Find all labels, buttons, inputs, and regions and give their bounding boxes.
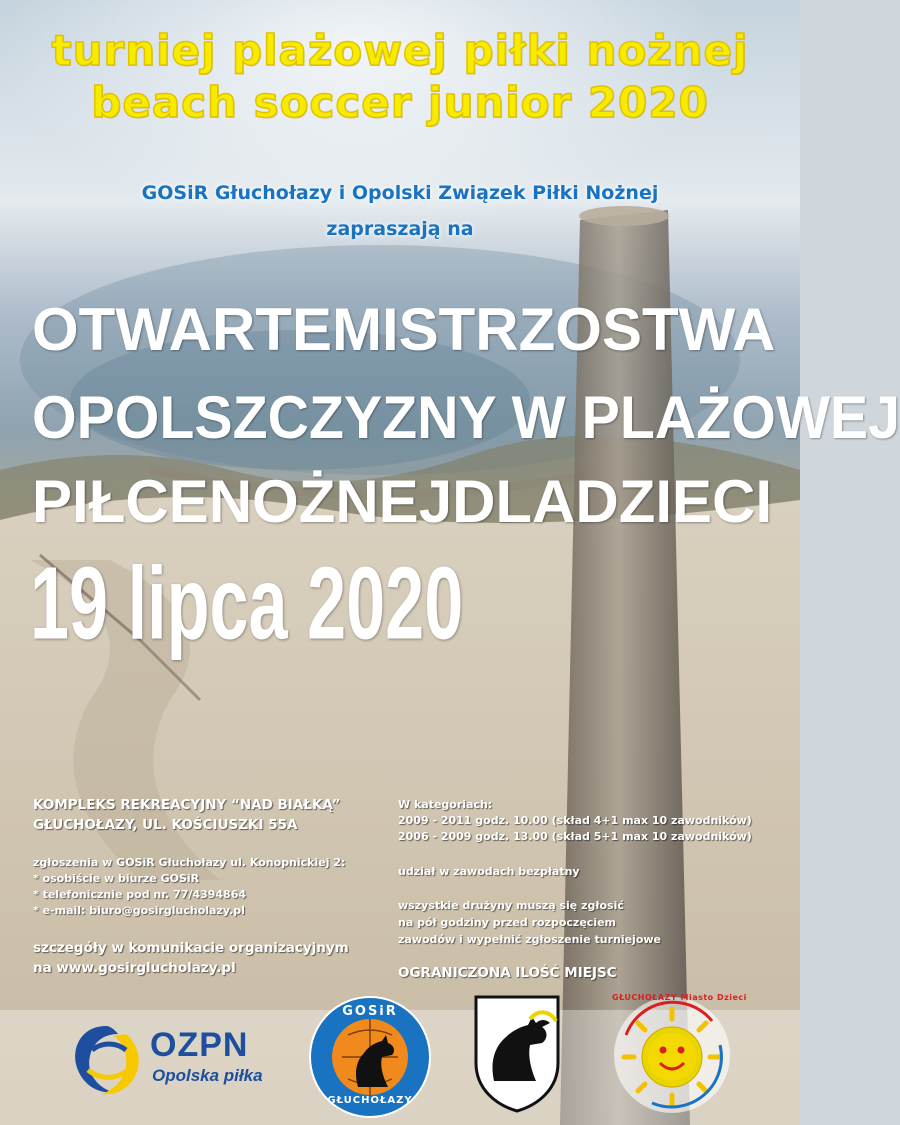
teams-note-line: na pół godziny przed rozpoczęciem bbox=[398, 916, 617, 929]
gosir-logo-bottom-text: GŁUCHOŁAZY bbox=[327, 1095, 413, 1106]
ozpn-emblem-icon bbox=[66, 1020, 146, 1100]
tournament-title-en: beach soccer junior 2020 bbox=[91, 78, 709, 127]
venue-address: GŁUCHOŁAZY, UL. KOŚCIUSZKI 55A bbox=[33, 817, 298, 833]
headline-word: DLA bbox=[452, 468, 576, 535]
gosir-logo-top-text: GOSiR bbox=[342, 1004, 398, 1019]
registration-item: * e-mail: biuro@gosirglucholazy.pl bbox=[33, 904, 245, 917]
teams-note-line: wszystkie drużyny muszą się zgłosić bbox=[398, 899, 624, 912]
headline-line-2: OPOLSZCZYZNY W PLAŻOWEJ bbox=[32, 384, 900, 451]
details-line-2: na www.gosirglucholazy.pl bbox=[33, 960, 236, 976]
category-item: 2006 - 2009 godz. 13.00 (skład 5+1 max 10 zawodników) bbox=[398, 830, 752, 843]
sun-face-icon bbox=[612, 993, 747, 1115]
city-logo bbox=[612, 993, 747, 1115]
free-entry-note: udział w zawodach bezpłatny bbox=[398, 865, 580, 878]
organizers-line: GOSiR Głuchołazy i Opolski Związek Piłki Nożnej bbox=[141, 182, 659, 204]
registration-item: * osobiście w biurze GOSiR bbox=[33, 872, 200, 885]
event-date: 19 lipca 2020 bbox=[30, 546, 464, 662]
headline-line-1 bbox=[32, 296, 776, 363]
registration-intro: zgłoszenia w GOSiR Głuchołazy ul. Konopnickiej 2: bbox=[33, 856, 346, 869]
headline-word: DZIECI bbox=[575, 468, 773, 535]
headline-word: OTWARTE bbox=[32, 296, 332, 363]
headline-word: MISTRZOSTWA bbox=[331, 296, 776, 363]
invite-line: zapraszają na bbox=[326, 218, 474, 240]
headline-word: NOŻNEJ bbox=[208, 468, 453, 535]
coat-of-arms bbox=[472, 993, 562, 1113]
city-logo-text: GŁUCHOŁAZY Miasto Dzieci bbox=[612, 993, 747, 1002]
categories-title: W kategoriach: bbox=[398, 798, 493, 811]
category-item: 2009 - 2011 godz. 10.00 (skład 4+1 max 10 zawodników) bbox=[398, 814, 752, 827]
venue-name: KOMPLEKS REKREACYJNY “NAD BIAŁKĄ” bbox=[33, 797, 341, 813]
ozpn-name: OZPN bbox=[150, 1026, 249, 1064]
headline-word: PIŁCE bbox=[32, 468, 209, 535]
teams-note-line: zawodów i wypełnić zgłoszenie turniejowe bbox=[398, 933, 662, 946]
registration-item: * telefonicznie pod nr. 77/4394864 bbox=[33, 888, 247, 901]
headline-line-3 bbox=[32, 468, 773, 535]
ozpn-logo bbox=[66, 1020, 276, 1100]
ozpn-subtitle: Opolska piłka bbox=[152, 1066, 263, 1085]
limited-places: OGRANICZONA ILOŚĆ MIEJSC bbox=[398, 965, 617, 981]
tournament-title-pl: turniej plażowej piłki nożnej bbox=[51, 26, 749, 75]
goat-shield-icon bbox=[472, 993, 562, 1113]
details-line-1: szczegóły w komunikacie organizacyjnym bbox=[33, 940, 349, 956]
gosir-logo bbox=[308, 995, 432, 1119]
